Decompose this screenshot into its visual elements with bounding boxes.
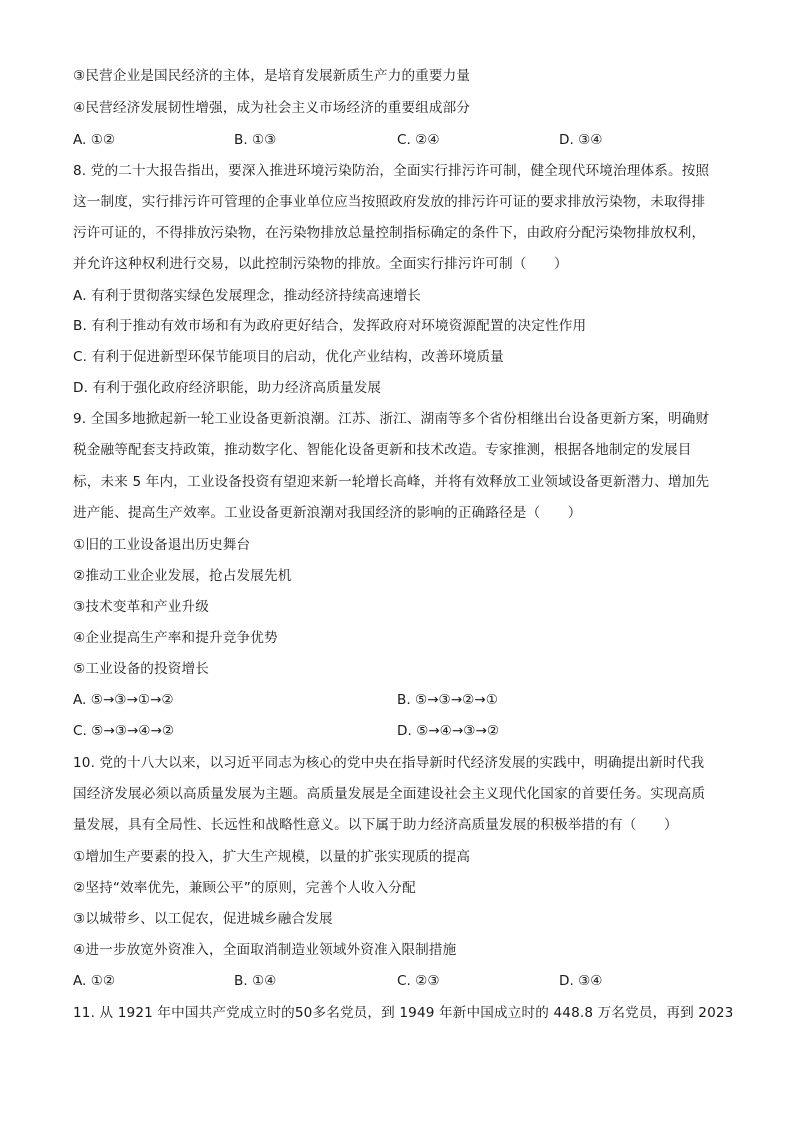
q8-stem-line-2: 这一制度，实行排污许可管理的企事业单位应当按照政府发放的排污许可证的要求排放污染物，未取得排 xyxy=(73,194,706,210)
q8-option-c[interactable]: C. 有利于促进新型环保节能项目的启动，优化产业结构，改善环境质量 xyxy=(73,349,504,365)
q10-stem-line-1: 10. 党的十八大以来，以习近平同志为核心的党中央在指导新时代经济发展的实践中，明确提出新时代我 xyxy=(73,755,705,771)
q11-stem-line-1: 11. 从 1921 年中国共产党成立时的50多名党员，到 1949 年新中国成立时的 448.8 万名党员，再到 2023 xyxy=(73,1005,734,1021)
q10-option-c[interactable]: C. ②③ xyxy=(397,973,440,989)
q8-option-b[interactable]: B. 有利于推动有效市场和有为政府更好结合，发挥政府对环境资源配置的决定性作用 xyxy=(73,318,587,334)
q10-stem-line-2: 国经济发展必须以高质量发展为主题。高质量发展是全面建设社会主义现代化国家的首要任务。实现高质 xyxy=(73,786,706,802)
q9-option-a[interactable]: A. ⑤→③→①→② xyxy=(73,692,174,708)
q8-stem-line-3: 污许可证的，不得排放污染物，在污染物排放总量控制指标确定的条件下，由政府分配污染物排放权利， xyxy=(73,225,706,241)
q9-stem-line-1: 9. 全国多地掀起新一轮工业设备更新浪潮。江苏、浙江、湖南等多个省份相继出台设备更新方案，明确财 xyxy=(73,411,710,427)
q7-option-c[interactable]: C. ②④ xyxy=(397,132,440,148)
q10-item-1: ①增加生产要素的投入，扩大生产规模，以量的扩张实现质的提高 xyxy=(73,849,471,865)
q9-option-d[interactable]: D. ⑤→④→③→② xyxy=(397,723,500,739)
q9-stem-line-3: 标，未来 5 年内，工业设备投资有望迎来新一轮增长高峰，并将有效释放工业领域设备更新潜力、增加先 xyxy=(73,474,710,490)
q9-item-5: ⑤工业设备的投资增长 xyxy=(73,661,210,677)
q7-option-b[interactable]: B. ①③ xyxy=(234,132,277,148)
q9-item-2: ②推动工业企业发展，抢占发展先机 xyxy=(73,568,292,584)
q9-option-b[interactable]: B. ⑤→③→②→① xyxy=(397,692,498,708)
q10-option-b[interactable]: B. ①④ xyxy=(234,973,277,989)
q7-item-3: ③民营企业是国民经济的主体，是培育发展新质生产力的重要力量 xyxy=(73,68,471,84)
q7-option-d[interactable]: D. ③④ xyxy=(559,132,603,148)
q10-item-2: ②坚持“效率优先，兼顾公平”的原则，完善个人收入分配 xyxy=(73,880,416,896)
q9-item-4: ④企业提高生产率和提升竞争优势 xyxy=(73,630,278,646)
q8-stem-line-1: 8. 党的二十大报告指出，要深入推进环境污染防治，全面实行排污许可制，健全现代环境治理体系。按照 xyxy=(73,163,710,179)
q10-item-4: ④进一步放宽外资准入，全面取消制造业领域外资准入限制措施 xyxy=(73,942,457,958)
q8-stem-line-4: 并允许这种权利进行交易，以此控制污染物的排放。全面实行排污许可制（ ） xyxy=(73,256,568,272)
q7-item-4: ④民营经济发展韧性增强，成为社会主义市场经济的重要组成部分 xyxy=(73,100,471,116)
q10-stem-line-3: 量发展，具有全局性、长远性和战略性意义。以下属于助力经济高质量发展的积极举措的有（ ） xyxy=(73,817,678,833)
q9-item-3: ③技术变革和产业升级 xyxy=(73,599,210,615)
q10-option-a[interactable]: A. ①② xyxy=(73,973,116,989)
q10-option-d[interactable]: D. ③④ xyxy=(559,973,603,989)
q9-stem-line-4: 进产能、提高生产效率。工业设备更新浪潮对我国经济的影响的正确路径是（ ） xyxy=(73,505,582,521)
q10-item-3: ③以城带乡、以工促农，促进城乡融合发展 xyxy=(73,911,333,927)
q9-item-1: ①旧的工业设备退出历史舞台 xyxy=(73,537,251,553)
q9-option-c[interactable]: C. ⑤→③→④→② xyxy=(73,723,175,739)
q8-option-a[interactable]: A. 有利于贯彻落实绿色发展理念，推动经济持续高速增长 xyxy=(73,288,422,304)
q9-stem-line-2: 税金融等配套支持政策，推动数字化、智能化设备更新和技术改造。专家推测，根据各地制定的发展目 xyxy=(73,442,692,458)
q7-option-a[interactable]: A. ①② xyxy=(73,132,116,148)
q8-option-d[interactable]: D. 有利于强化政府经济职能，助力经济高质量发展 xyxy=(73,380,382,396)
